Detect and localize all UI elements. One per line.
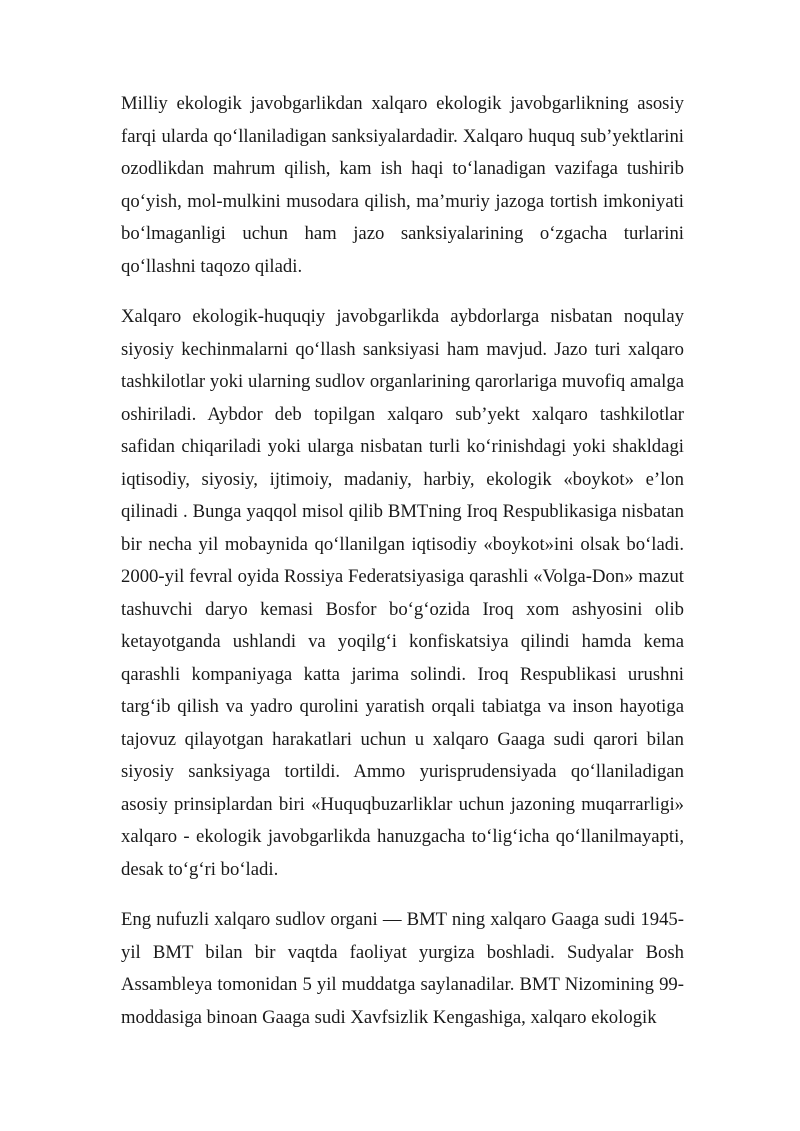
paragraph-sanctions-difference: Milliy ekologik javobgarlikdan xalqaro ekologik javobgarlikning asosiy farqi ularda qo‘llaniladigan sanksiyalardadir. Xalqaro huquq sub’yektlarini ozodlikdan mahrum qilish, kam ish haqi to‘lanadigan vazifaga tushirib qo‘yish, mol-mulkini musodara qilish, ma’muriy jazoga tortish imkoniyati bo‘lmaganligi uchun ham jazo sanksiyalarining o‘zgacha turlarini qo‘llashni taqozo qiladi. xyxy=(121,93,684,277)
paragraph-political-sanctions: Xalqaro ekologik-huquqiy javobgarlikda aybdorlarga nisbatan noqulay siyosiy kechinmalarni qo‘llash sanksiyasi ham mavjud. Jazo turi xalqaro tashkilotlar yoki ularning sudlov organlarining qarorlariga muvofiq amalga oshiriladi. Aybdor deb topilgan xalqaro sub’yekt xalqaro tashkilotlar safidan chiqariladi yoki ularga nisbatan turli ko‘rinishdagi yoki shakldagi iqtisodiy, siyosiy, ijtimoiy, madaniy, harbiy, ekologik «boykot» e’lon qilinadi . Bunga yaqqol misol qilib BMTning Iroq Respublikasiga nisbatan bir necha yil mobaynida qo‘llanilgan iqtisodiy «boykot»ini olsak bo‘ladi. 2000-yil fevral oyida Rossiya Federatsiyasiga qarashli «Volga-Don» mazut tashuvchi daryo kemasi Bosfor bo‘g‘ozida Iroq xom ashyosini olib ketayotganda ushlandi va yoqilg‘i konfiskatsiya qilindi hamda kema qarashli kompaniyaga katta jarima solindi. Iroq Respublikasi urushni targ‘ib qilish va yadro qurolini yaratish orqali tabiatga va inson hayotiga tajovuz qilayotgan harakatlari uchun u xalqaro Gaaga sudi qarori bilan siyosiy sanksiyaga tortildi. Ammo yurisprudensiyada qo‘llaniladigan asosiy prinsiplardan biri «Huquqbuzarliklar uchun jazoning muqarrarligi» xalqaro - ekologik javobgarlikda hanuzgacha to‘lig‘icha qo‘llanilmayapti, desak to‘g‘ri bo‘ladi. xyxy=(121,306,684,880)
paragraph-hague-court: Eng nufuzli xalqaro sudlov organi — BMT ning xalqaro Gaaga sudi 1945-yil BMT bilan bir vaqtda faoliyat yurgiza boshladi. Sudyalar Bosh Assambleya tomonidan 5 yil muddatga saylanadilar. BMT Nizomining 99-moddasiga binoan Gaaga sudi Xavfsizlik Kengashiga, xalqaro ekologik xyxy=(121,909,684,1028)
